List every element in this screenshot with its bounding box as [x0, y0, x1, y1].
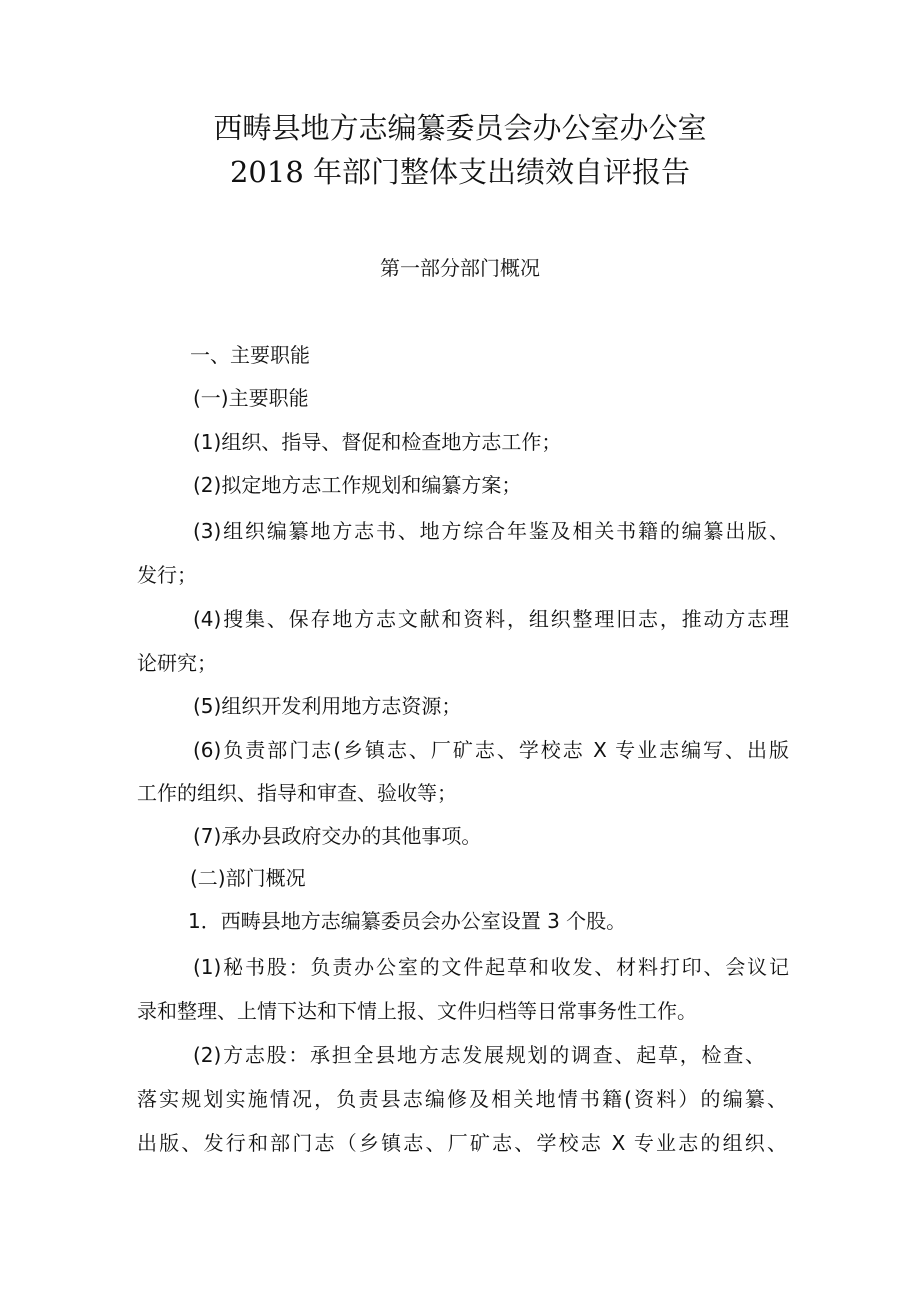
part-heading: 第一部分部门概况 [380, 256, 540, 280]
function-item-6: (6)负责部门志(乡镇志、厂矿志、学校志 X 专业志编写、出版 [193, 738, 789, 762]
function-item-3: (3)组织编纂地方志书、地方综合年鉴及相关书籍的编纂出版、 [193, 519, 789, 543]
report-title-line-2: 2018 年部门整体支出绩效自评报告 [229, 155, 691, 189]
subheading-main-functions: (一)主要职能 [193, 386, 309, 410]
function-item-3-cont: 发行； [137, 563, 197, 587]
section-chronicles: (2)方志股：承担全县地方志发展规划的调查、起草，检查、 [193, 1043, 765, 1067]
section-chronicles-cont-1: 落实规划实施情况，负责县志编修及相关地情书籍(资料）的编纂、 [137, 1087, 787, 1111]
function-item-4: (4)搜集、保存地方志文献和资料，组织整理旧志，推动方志理 [193, 607, 789, 631]
function-item-5: (5)组织开发利用地方志资源； [193, 694, 462, 718]
report-title-line-1: 西畴县地方志编纂委员会办公室办公室 [213, 111, 707, 145]
heading-main-functions: 一、主要职能 [190, 343, 310, 367]
function-item-2: (2)拟定地方志工作规划和编纂方案； [193, 473, 522, 497]
section-secretariat-cont: 录和整理、上情下达和下情上报、文件归档等日常事务性工作。 [137, 999, 697, 1023]
function-item-4-cont: 论研究； [137, 651, 217, 675]
section-chronicles-cont-2: 出版、发行和部门志（乡镇志、厂矿志、学校志 X 专业志的组织、 [137, 1131, 787, 1155]
section-secretariat: (1)秘书股：负责办公室的文件起草和收发、材料打印、会议记 [193, 955, 789, 979]
function-item-1: (1)组织、指导、督促和检查地方志工作； [193, 430, 562, 454]
function-item-7: (7)承办县政府交办的其他事项。 [193, 824, 482, 848]
subheading-dept-overview: (二)部门概况 [190, 866, 306, 890]
overview-item-1: 1．西畴县地方志编纂委员会办公室设置 3 个股。 [188, 909, 627, 933]
function-item-6-cont: 工作的组织、指导和审查、验收等； [137, 781, 457, 805]
